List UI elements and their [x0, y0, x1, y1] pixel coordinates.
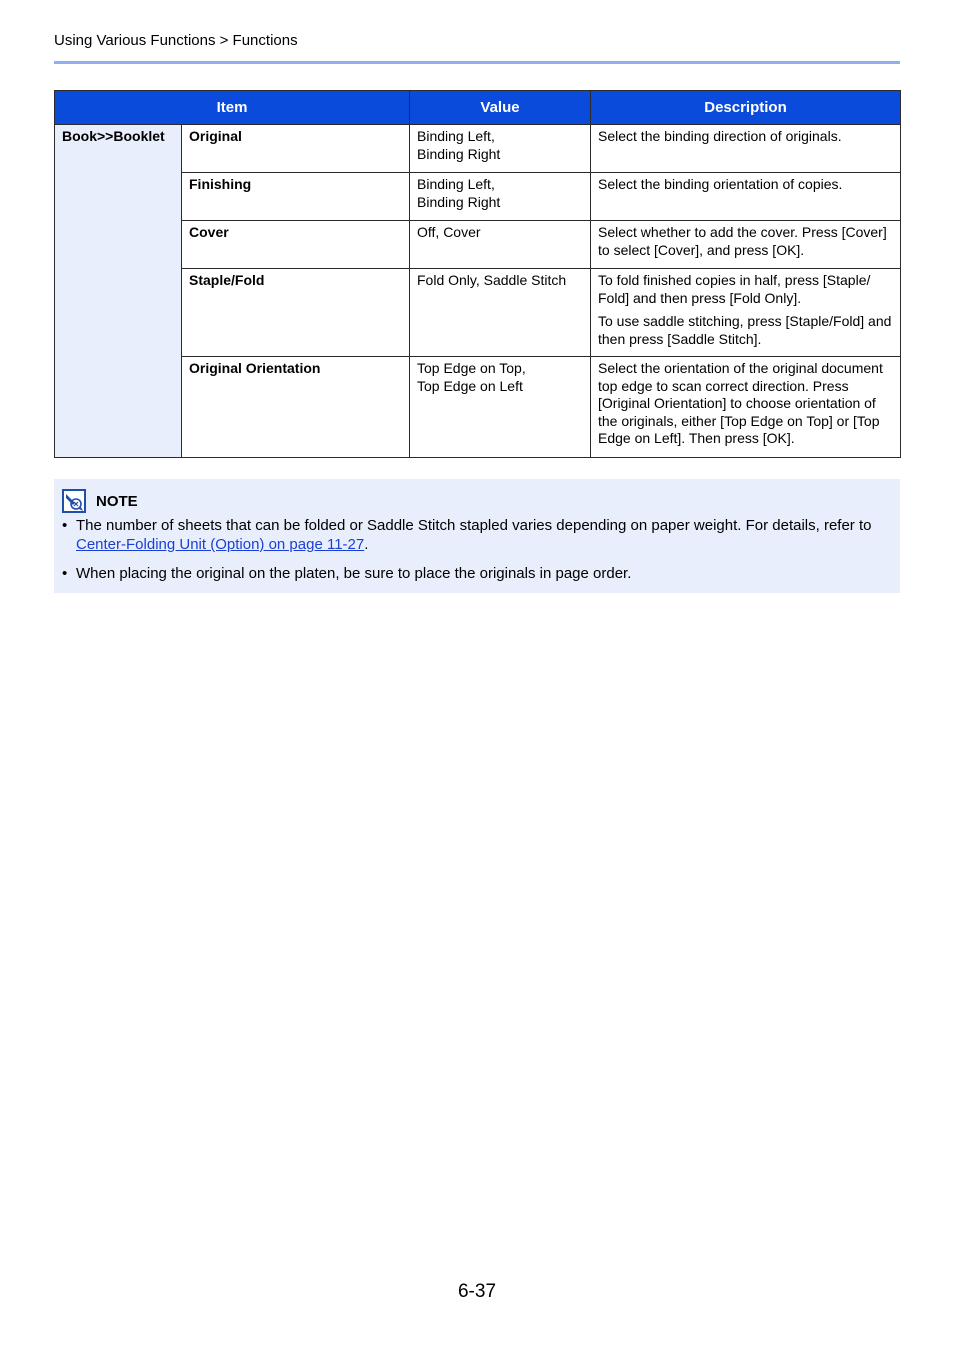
group-label: Book>>Booklet [55, 125, 182, 458]
description-text: Select whether to add the cover. Press [Cover] to select [Cover], and press [OK]. [598, 224, 887, 258]
value-cell [410, 221, 591, 269]
value-cell [410, 357, 591, 458]
value-line: Binding Right [417, 145, 501, 162]
item-cell: Staple/Fold [182, 269, 410, 357]
note-list [62, 516, 888, 593]
center-folding-unit-link[interactable]: Center-Folding Unit (Option) on page 11-27 [76, 536, 365, 553]
note-text: The number of sheets that can be folded or Saddle Stitch stapled varies depending on paper weight. For details, refer to [76, 517, 872, 534]
note-text: . [364, 536, 369, 553]
value-cell [410, 125, 591, 173]
note-title: NOTE [96, 492, 138, 510]
list-item [62, 516, 888, 554]
table-row [55, 357, 901, 458]
column-header-description: Description [591, 91, 901, 125]
bullet: • [62, 517, 68, 534]
description-cell [591, 221, 901, 269]
column-header-value: Value [410, 91, 591, 125]
bullet: • [62, 565, 68, 582]
value-line: Binding Right [417, 193, 501, 210]
header-rule [54, 61, 900, 64]
table-header-row [55, 91, 901, 125]
value-line: Top Edge on Left [417, 377, 523, 394]
description-cell [591, 125, 901, 173]
value-cell [410, 173, 591, 221]
description-cell [591, 269, 901, 357]
value-line: Top Edge on Top, [417, 360, 526, 376]
description-text: To fold finished copies in half, press [Staple/ Fold] and then press [Fold Only]. [598, 272, 871, 306]
note-box [54, 479, 900, 593]
column-header-item: Item [55, 91, 410, 125]
item-cell: Finishing [182, 173, 410, 221]
description-text: Select the binding orientation of copies. [598, 176, 843, 192]
description-cell [591, 357, 901, 458]
description-text: Select the binding direction of originals. [598, 128, 842, 144]
booklet-settings-table [54, 90, 901, 458]
item-cell: Original Orientation [182, 357, 410, 458]
note-text: When placing the original on the platen, be sure to place the originals in page order. [76, 565, 632, 582]
description-cell [591, 173, 901, 221]
value-line: Binding Left, [417, 176, 495, 192]
table-row [55, 221, 901, 269]
item-cell: Original [182, 125, 410, 173]
value-cell [410, 269, 591, 357]
description-text: To use saddle stitching, press [Staple/Fold] and then press [Saddle Stitch]. [598, 313, 892, 347]
value-line: Fold Only, Saddle Stitch [417, 272, 567, 288]
table-row [55, 125, 901, 173]
note-pencil-icon [62, 489, 86, 513]
description-text: Select the orientation of the original document top edge to scan correct direction. Press [Original Orientation] to choose orientation of the originals, either [Top Edge on Top] or [Top Edge on Left]. Then press [OK]. [598, 360, 883, 446]
breadcrumb: Using Various Functions > Functions [54, 32, 298, 49]
value-line: Off, Cover [417, 224, 481, 240]
table-row [55, 269, 901, 357]
note-header [62, 489, 138, 513]
page-number: 6-37 [457, 1281, 497, 1302]
value-line: Binding Left, [417, 128, 495, 144]
table-row [55, 173, 901, 221]
list-item [62, 564, 888, 583]
item-cell: Cover [182, 221, 410, 269]
